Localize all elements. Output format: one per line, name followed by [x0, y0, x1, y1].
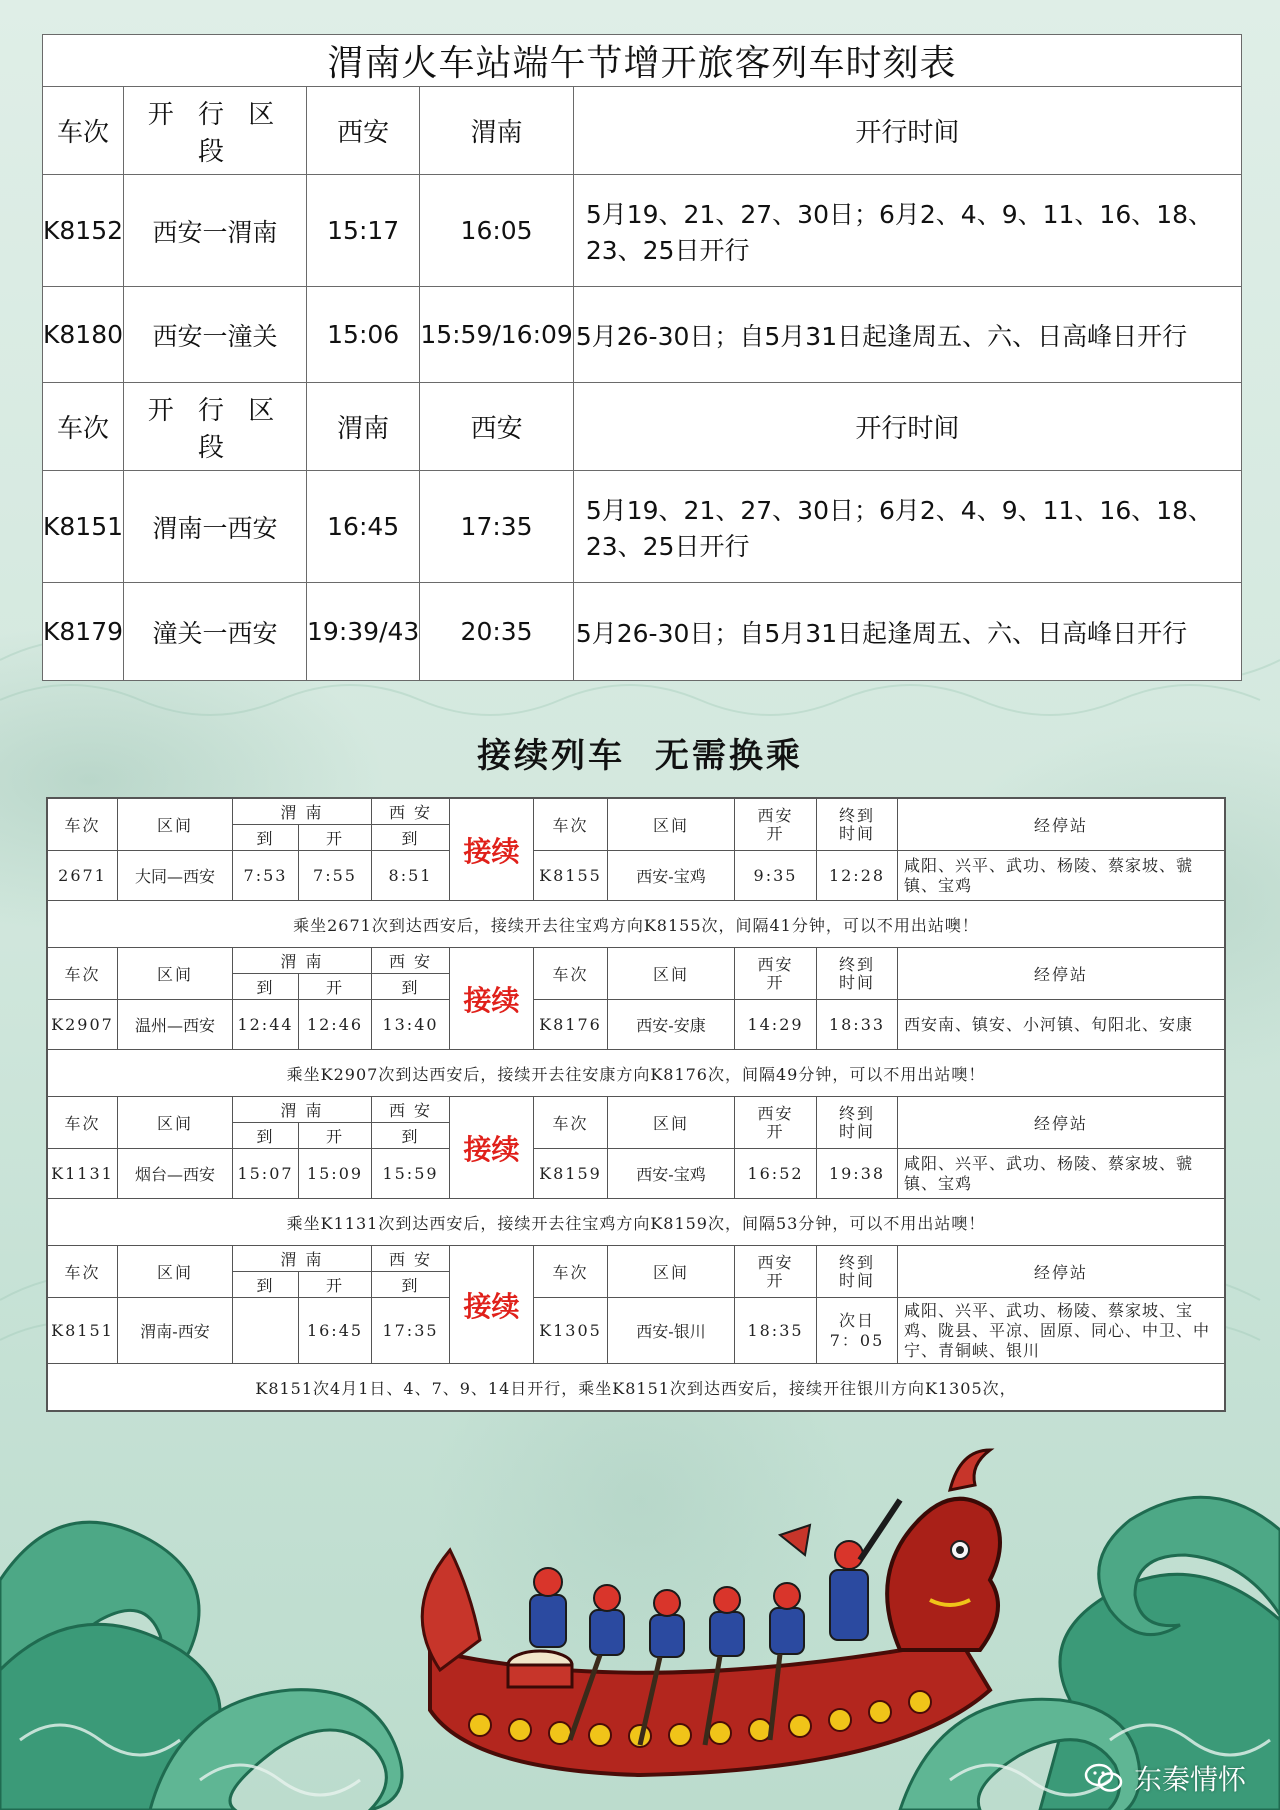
header-row-weinan-to-xian: [43, 383, 1242, 471]
train-number: K8151: [43, 471, 124, 583]
header-xian-depart: 西安 开: [735, 799, 817, 851]
connection-link-label: 接续: [450, 1246, 534, 1364]
header-weinan: 渭 南: [233, 948, 372, 974]
header-train: 车次: [43, 87, 124, 175]
final-arrival: 18:33: [817, 1000, 898, 1050]
header-arrive: 到: [372, 1123, 450, 1149]
header-weinan: 渭 南: [233, 1246, 372, 1272]
train-number: K8179: [43, 583, 124, 681]
operating-dates: 5月26-30日；自5月31日起逢周五、六、日高峰日开行: [573, 583, 1241, 681]
time-value: 17:35: [420, 471, 574, 583]
header-depart: 开: [299, 1272, 372, 1298]
connection-note-row: [48, 1050, 1225, 1097]
header-xian-depart: 西安 开: [735, 1246, 817, 1298]
connection-data-row: [48, 1149, 1225, 1199]
connection-link-label: 接续: [450, 799, 534, 901]
header-arrive: 到: [233, 1123, 299, 1149]
header-weinan: 渭 南: [233, 1097, 372, 1123]
final-arrival: 12:28: [817, 851, 898, 901]
intermediate-stops: 咸阳、兴平、武功、杨陵、蔡家坡、虢镇、宝鸡: [898, 1149, 1225, 1199]
wechat-icon: [1084, 1762, 1124, 1794]
section: 西安一潼关: [124, 287, 307, 383]
header-depart: 开: [299, 974, 372, 1000]
header-train: 车次: [534, 1097, 608, 1149]
section: 渭南一西安: [124, 471, 307, 583]
table-row: [43, 583, 1242, 681]
header-depart: 开: [299, 1123, 372, 1149]
table-row: [43, 287, 1242, 383]
header-weinan: 渭 南: [233, 799, 372, 825]
header-xian-depart: 西安 开: [735, 948, 817, 1000]
weinan-depart: 16:45: [299, 1298, 372, 1364]
header-range: 区间: [608, 799, 735, 851]
header-range: 区间: [608, 948, 735, 1000]
header-station-2: 渭南: [420, 87, 574, 175]
header-range: 区间: [608, 1246, 735, 1298]
header-time: 开行时间: [573, 383, 1241, 471]
time-value: 16:45: [307, 471, 420, 583]
final-arrival: 19:38: [817, 1149, 898, 1199]
xian-depart: 14:29: [735, 1000, 817, 1050]
xian-arrive: 15:59: [372, 1149, 450, 1199]
header-train: 车次: [43, 383, 124, 471]
connecting-train-number: K8159: [534, 1149, 608, 1199]
connection-data-row: [48, 1298, 1225, 1364]
weinan-depart: 7:55: [299, 851, 372, 901]
connection-note: 乘坐K2907次到达西安后，接续开去往安康方向K8176次，间隔49分钟，可以不用出站噢！: [48, 1050, 1225, 1097]
header-stops: 经停站: [898, 948, 1225, 1000]
section: 潼关一西安: [124, 583, 307, 681]
header-final-arrive: 终到 时间: [817, 799, 898, 851]
header-stops: 经停站: [898, 1246, 1225, 1298]
connection-link-label: 接续: [450, 1097, 534, 1199]
header-arrive: 到: [372, 825, 450, 851]
header-range: 区间: [118, 1246, 233, 1298]
train-number: 2671: [48, 851, 118, 901]
xian-depart: 9:35: [735, 851, 817, 901]
header-final-arrive: 终到 时间: [817, 948, 898, 1000]
time-value: 16:05: [420, 175, 574, 287]
header-station-1: 渭南: [307, 383, 420, 471]
header-range: 区间: [608, 1097, 735, 1149]
header-xian: 西 安: [372, 948, 450, 974]
section: 西安一渭南: [124, 175, 307, 287]
operating-dates: 5月26-30日；自5月31日起逢周五、六、日高峰日开行: [573, 287, 1241, 383]
weinan-arrive: 7:53: [233, 851, 299, 901]
train-number: K1131: [48, 1149, 118, 1199]
train-range: 温州—西安: [118, 1000, 233, 1050]
weinan-arrive: 12:44: [233, 1000, 299, 1050]
intermediate-stops: 咸阳、兴平、武功、杨陵、蔡家坡、虢镇、宝鸡: [898, 851, 1225, 901]
intermediate-stops: 西安南、镇安、小河镇、旬阳北、安康: [898, 1000, 1225, 1050]
header-range: 区间: [118, 948, 233, 1000]
watermark: [1084, 1758, 1246, 1798]
header-arrive: 到: [233, 974, 299, 1000]
header-station-2: 西安: [420, 383, 574, 471]
connecting-train-number: K8176: [534, 1000, 608, 1050]
weinan-arrive: 15:07: [233, 1149, 299, 1199]
header-train: 车次: [48, 1246, 118, 1298]
xian-arrive: 17:35: [372, 1298, 450, 1364]
connection-link-label: 接续: [450, 948, 534, 1050]
header-xian: 西 安: [372, 799, 450, 825]
weinan-arrive: [233, 1298, 299, 1364]
connection-note-row: [48, 1199, 1225, 1246]
header-arrive: 到: [372, 1272, 450, 1298]
dragon-boat-illustration: [0, 1440, 1280, 1810]
connection-note: 乘坐K1131次到达西安后，接续开去往宝鸡方向K8159次，间隔53分钟，可以不用出站噢！: [48, 1199, 1225, 1246]
connection-note-row: [48, 901, 1225, 948]
table-row: [43, 471, 1242, 583]
header-final-arrive: 终到 时间: [817, 1097, 898, 1149]
train-range: 大同—西安: [118, 851, 233, 901]
header-range: 区间: [118, 1097, 233, 1149]
header-station-1: 西安: [307, 87, 420, 175]
connecting-train-number: K8155: [534, 851, 608, 901]
header-train: 车次: [534, 1246, 608, 1298]
connection-note: 乘坐2671次到达西安后，接续开去往宝鸡方向K8155次，间隔41分钟，可以不用出站噢！: [48, 901, 1225, 948]
header-arrive: 到: [233, 1272, 299, 1298]
connecting-train-range: 西安-宝鸡: [608, 851, 735, 901]
header-section: 开 行 区 段: [124, 87, 307, 175]
connecting-train-number: K1305: [534, 1298, 608, 1364]
connection-note-row: [48, 1364, 1225, 1411]
header-final-arrive: 终到 时间: [817, 1246, 898, 1298]
connection-subheading: 接续列车 无需换乘: [477, 736, 803, 776]
weinan-depart: 15:09: [299, 1149, 372, 1199]
connecting-train-range: 西安-银川: [608, 1298, 735, 1364]
table-row: [43, 175, 1242, 287]
boat-tail: [422, 1550, 480, 1670]
connection-note: K8151次4月1日、4、7、9、14日开行，乘坐K8151次到达西安后，接续开往银川方向K1305次，: [48, 1364, 1225, 1411]
header-arrive: 到: [372, 974, 450, 1000]
header-xian: 西 安: [372, 1097, 450, 1123]
connection-data-row: [48, 1000, 1225, 1050]
header-train: 车次: [534, 799, 608, 851]
header-train: 车次: [48, 948, 118, 1000]
header-train: 车次: [534, 948, 608, 1000]
xian-depart: 18:35: [735, 1298, 817, 1364]
header-xian-depart: 西安 开: [735, 1097, 817, 1149]
connection-header-row: [48, 799, 1225, 825]
xian-arrive: 8:51: [372, 851, 450, 901]
train-number: K8180: [43, 287, 124, 383]
operating-dates: 5月19、21、27、30日；6月2、4、9、11、16、18、23、25日开行: [573, 471, 1241, 583]
train-range: 烟台—西安: [118, 1149, 233, 1199]
rowers: [530, 1500, 900, 1657]
dragon-head: [887, 1450, 1000, 1650]
xian-depart: 16:52: [735, 1149, 817, 1199]
connection-table: [47, 798, 1225, 1411]
operating-dates: 5月19、21、27、30日；6月2、4、9、11、16、18、23、25日开行: [573, 175, 1241, 287]
drum: [508, 1651, 572, 1687]
xian-arrive: 13:40: [372, 1000, 450, 1050]
intermediate-stops: 咸阳、兴平、武功、杨陵、蔡家坡、宝鸡、陇县、平凉、固原、同心、中卫、中宁、青铜峡、银川: [898, 1298, 1225, 1364]
header-arrive: 到: [233, 825, 299, 851]
header-time: 开行时间: [573, 87, 1241, 175]
header-depart: 开: [299, 825, 372, 851]
header-row-xian-to-weinan: [43, 87, 1242, 175]
time-value: 15:17: [307, 175, 420, 287]
connection-header-row: [48, 1097, 1225, 1123]
header-section: 开 行 区 段: [124, 383, 307, 471]
header-train: 车次: [48, 799, 118, 851]
time-value: 19:39/43: [307, 583, 420, 681]
connection-header-row: [48, 948, 1225, 974]
header-xian: 西 安: [372, 1246, 450, 1272]
connecting-train-range: 西安-安康: [608, 1000, 735, 1050]
time-value: 15:06: [307, 287, 420, 383]
time-value: 15:59/16:09: [420, 287, 574, 383]
watermark-text: 东秦情怀: [1133, 1763, 1246, 1796]
train-range: 渭南-西安: [118, 1298, 233, 1364]
connection-data-row: [48, 851, 1225, 901]
header-train: 车次: [48, 1097, 118, 1149]
train-number: K2907: [48, 1000, 118, 1050]
connection-header-row: [48, 1246, 1225, 1272]
connection-tables: [46, 797, 1226, 1412]
train-number: K8152: [43, 175, 124, 287]
timetable-title: 渭南火车站端午节增开旅客列车时刻表: [43, 35, 1242, 87]
header-stops: 经停站: [898, 799, 1225, 851]
main-timetable: [42, 34, 1242, 681]
final-arrival: 次日 7：05: [817, 1298, 898, 1364]
weinan-depart: 12:46: [299, 1000, 372, 1050]
time-value: 20:35: [420, 583, 574, 681]
connecting-train-range: 西安-宝鸡: [608, 1149, 735, 1199]
header-stops: 经停站: [898, 1097, 1225, 1149]
train-number: K8151: [48, 1298, 118, 1364]
header-range: 区间: [118, 799, 233, 851]
